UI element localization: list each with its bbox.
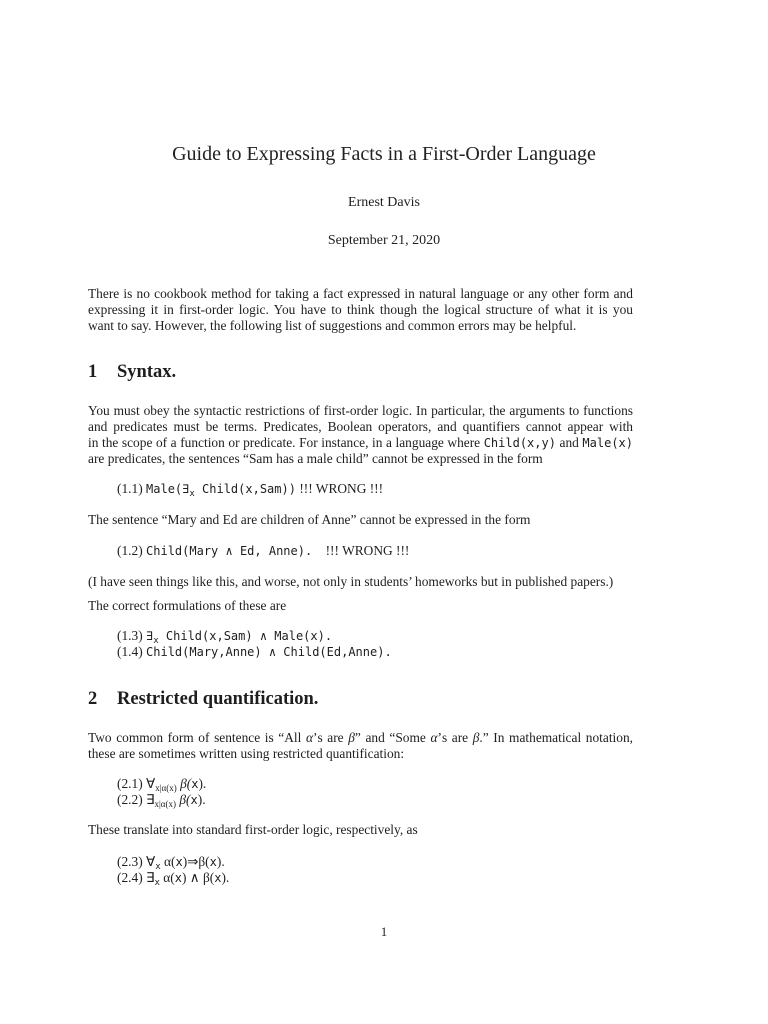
section-1-text: The sentence “Mary and Ed are children of Anne” cannot be expressed in the form: [88, 512, 531, 527]
section-2-heading: [88, 689, 318, 710]
equation-2-2: (2.2) $\exists_{x|\alpha(x)}$ β(x).: [117, 792, 206, 809]
code-term: Male(x): [582, 436, 633, 450]
section-title: Restricted quantification.: [117, 689, 319, 709]
paper-title: Guide to Expressing Facts in a First-Order Language: [172, 143, 596, 165]
date: September 21, 2020: [327, 233, 441, 248]
equation-label: (2.2): [117, 792, 143, 807]
text-line: Two common form of sentence is “All α’s are β” and “Some α’s are β.” In mathematical notation,: [88, 730, 634, 745]
section-1-note: (I have seen things like this, and worse, not only in students’ homeworks but in published papers.): [88, 574, 614, 589]
wrong-marker: !!! WRONG !!!: [295, 481, 384, 496]
equation-1-4: (1.4) Child(Mary,Anne) ∧ Child(Ed,Anne).: [117, 644, 392, 659]
page-number: 1: [380, 924, 388, 939]
intro-paragraph: [88, 286, 633, 334]
text-line: You must obey the syntactic restrictions of first-order logic. In particular, the arguments to functions: [88, 403, 633, 418]
section-2-paragraph: [88, 730, 633, 762]
equation-label: (1.1): [117, 481, 143, 496]
section-1-text: The correct formulations of these are: [88, 598, 287, 613]
equation-2-3: (2.3) $\forall_x$ α(x)⇒β(x).: [117, 854, 225, 872]
author: Ernest Davis: [348, 195, 420, 210]
text-line: want to say. However, the following list of suggestions and common errors may be helpful.: [88, 318, 577, 333]
equation-1-2: (1.2) Child(Mary ∧ Ed, Anne). !!! WRONG !!!: [117, 543, 410, 558]
text-line: are predicates, the sentences “Sam has a male child” cannot be expressed in the form: [88, 451, 543, 466]
section-1-heading: [88, 362, 176, 383]
section-number: 1: [88, 362, 98, 382]
equation-2-4: (2.4) $\exists_x$ α(x) ∧ β(x).: [117, 870, 230, 888]
text-line: There is no cookbook method for taking a fact expressed in natural language or any other form and: [88, 286, 633, 301]
text-line: in the scope of a function or predicate. For instance, in a language where Child(x,y) and Male(x): [88, 435, 633, 450]
section-title: Syntax.: [117, 362, 177, 382]
equation-label: (2.3): [117, 854, 143, 869]
section-number: 2: [88, 689, 98, 709]
code-term: Child(x,y): [483, 436, 556, 450]
equation-label: (2.1): [117, 776, 143, 791]
equation-label: (1.3): [117, 628, 143, 643]
text-line: expressing it in first-order logic. You have to think though the logical structure of what it is you: [88, 302, 633, 317]
section-1-paragraph: [88, 403, 633, 467]
text-line: these are sometimes written using restricted quantification:: [88, 746, 405, 761]
wrong-marker: !!! WRONG !!!: [325, 543, 410, 558]
equation-label: (2.4): [117, 870, 143, 885]
equation-2-1: (2.1) $\forall_{x|\alpha(x)}$ β(x).: [117, 776, 207, 793]
equation-label: (1.2): [117, 543, 143, 558]
equation-1-3: (1.3) $\exists_x$ Child(x,Sam) ∧ Male(x).: [117, 628, 333, 646]
equation-label: (1.4): [117, 644, 143, 659]
section-2-text: These translate into standard first-order logic, respectively, as: [88, 822, 418, 837]
text-line: and predicates must be terms. Predicates, Boolean operators, and quantifiers cannot appear with: [88, 419, 633, 434]
equation-1-1: (1.1) $Male(\exists_x$ Child(x,Sam)) !!! WRONG !!!: [117, 481, 384, 499]
